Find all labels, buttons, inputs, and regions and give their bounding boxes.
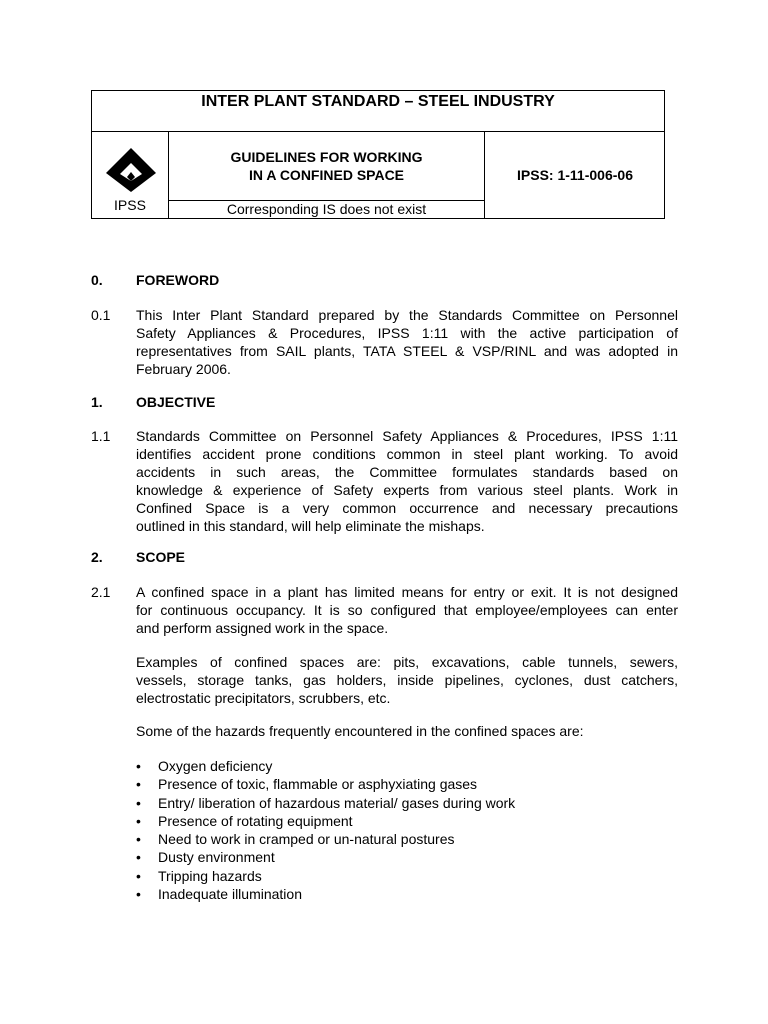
text-line: This Inter Plant Standard prepared by the Standards Committee on Personnel xyxy=(136,307,678,323)
section-number: 2. xyxy=(91,549,103,565)
list-item xyxy=(136,848,515,866)
doc-title-cell xyxy=(169,132,485,218)
text-line: identifies accident prone conditions common in steel plant working. To avoid xyxy=(136,446,678,463)
bullet-icon: • xyxy=(136,849,141,866)
section-number: 1. xyxy=(91,394,103,410)
section-heading-scope: SCOPE xyxy=(136,549,186,565)
section-number: 0. xyxy=(91,272,103,288)
corresponding-is-note: Corresponding IS does not exist xyxy=(169,200,484,218)
list-item-text: Inadequate illumination xyxy=(158,886,302,903)
list-item xyxy=(136,885,515,903)
clause-number: 0.1 xyxy=(91,307,111,323)
text-line: A confined space in a plant has limited means for entry or exit. It is not designed xyxy=(136,584,678,600)
text-line: outlined in this standard, will help eliminate the mishaps. xyxy=(136,518,485,535)
text-line: and perform assigned work in the space. xyxy=(136,620,389,637)
ipss-logo-icon xyxy=(104,146,158,194)
bullet-icon: • xyxy=(136,831,141,848)
list-item xyxy=(136,830,515,848)
list-item-text: Dusty environment xyxy=(158,849,275,866)
foreword-paragraph xyxy=(136,306,678,378)
hazards-list xyxy=(136,757,515,903)
list-item xyxy=(136,757,515,775)
list-item-text: Presence of toxic, flammable or asphyxiating gases xyxy=(158,776,478,793)
bullet-icon: • xyxy=(136,812,141,829)
text-line: Some of the hazards frequently encountered in the confined spaces are: xyxy=(136,723,584,739)
text-line: knowledge & experience of Safety experts from various steel plants. Work in xyxy=(136,482,678,499)
doc-title-line2: IN A CONFINED SPACE xyxy=(248,167,405,183)
text-line: electrostatic precipitators, scrubbers, etc. xyxy=(136,690,391,707)
section-heading-objective: OBJECTIVE xyxy=(136,394,216,410)
standard-code: IPSS: 1-11-006-06 xyxy=(517,167,633,183)
list-item xyxy=(136,794,515,812)
text-line: representatives from SAIL plants, TATA STEEL & VSP/RINL and was adopted in xyxy=(136,343,678,360)
text-line: Standards Committee on Personnel Safety Appliances & Procedures, IPSS 1:11 xyxy=(136,428,678,444)
doc-title-line1: GUIDELINES FOR WORKING xyxy=(230,149,423,165)
text-line: for continuous occupancy. It is so configured that employee/employees can enter xyxy=(136,602,678,619)
list-item-text: Oxygen deficiency xyxy=(158,758,273,774)
text-line: Examples of confined spaces are: pits, excavations, cable tunnels, sewers, xyxy=(136,654,678,670)
text-line: accidents in such areas, the Committee formulates standards based on xyxy=(136,464,678,481)
bullet-icon: • xyxy=(136,758,141,774)
text-line: February 2006. xyxy=(136,361,231,378)
logo-cell xyxy=(92,132,169,218)
text-line: vessels, storage tanks, gas holders, inside pipelines, cyclones, dust catchers, xyxy=(136,672,678,689)
examples-paragraph xyxy=(136,653,678,707)
clause-number: 2.1 xyxy=(91,584,111,600)
text-line: Safety Appliances & Procedures, IPSS 1:11 with the active participation of xyxy=(136,325,678,342)
list-item-text: Presence of rotating equipment xyxy=(158,812,353,829)
list-item xyxy=(136,867,515,885)
list-item-text: Need to work in cramped or un-natural postures xyxy=(158,831,455,848)
objective-paragraph xyxy=(136,427,678,536)
header-table xyxy=(91,90,665,219)
logo-label: IPSS xyxy=(114,197,146,213)
text-line: Confined Space is a very common occurrence and necessary precautions xyxy=(136,500,678,517)
bullet-icon: • xyxy=(136,886,141,903)
doc-title xyxy=(169,148,484,184)
clause-number: 1.1 xyxy=(91,428,111,444)
list-item-text: Entry/ liberation of hazardous material/ gases during work xyxy=(158,794,516,811)
bullet-icon: • xyxy=(136,794,141,811)
bullet-icon: • xyxy=(136,867,141,884)
list-item xyxy=(136,812,515,830)
bullet-icon: • xyxy=(136,776,141,793)
list-item-text: Tripping hazards xyxy=(158,867,262,884)
list-item xyxy=(136,775,515,793)
standard-title: INTER PLANT STANDARD – STEEL INDUSTRY xyxy=(92,91,664,132)
scope-paragraph xyxy=(136,583,678,637)
hazards-intro xyxy=(136,722,678,740)
section-heading-foreword: FOREWORD xyxy=(136,272,220,288)
